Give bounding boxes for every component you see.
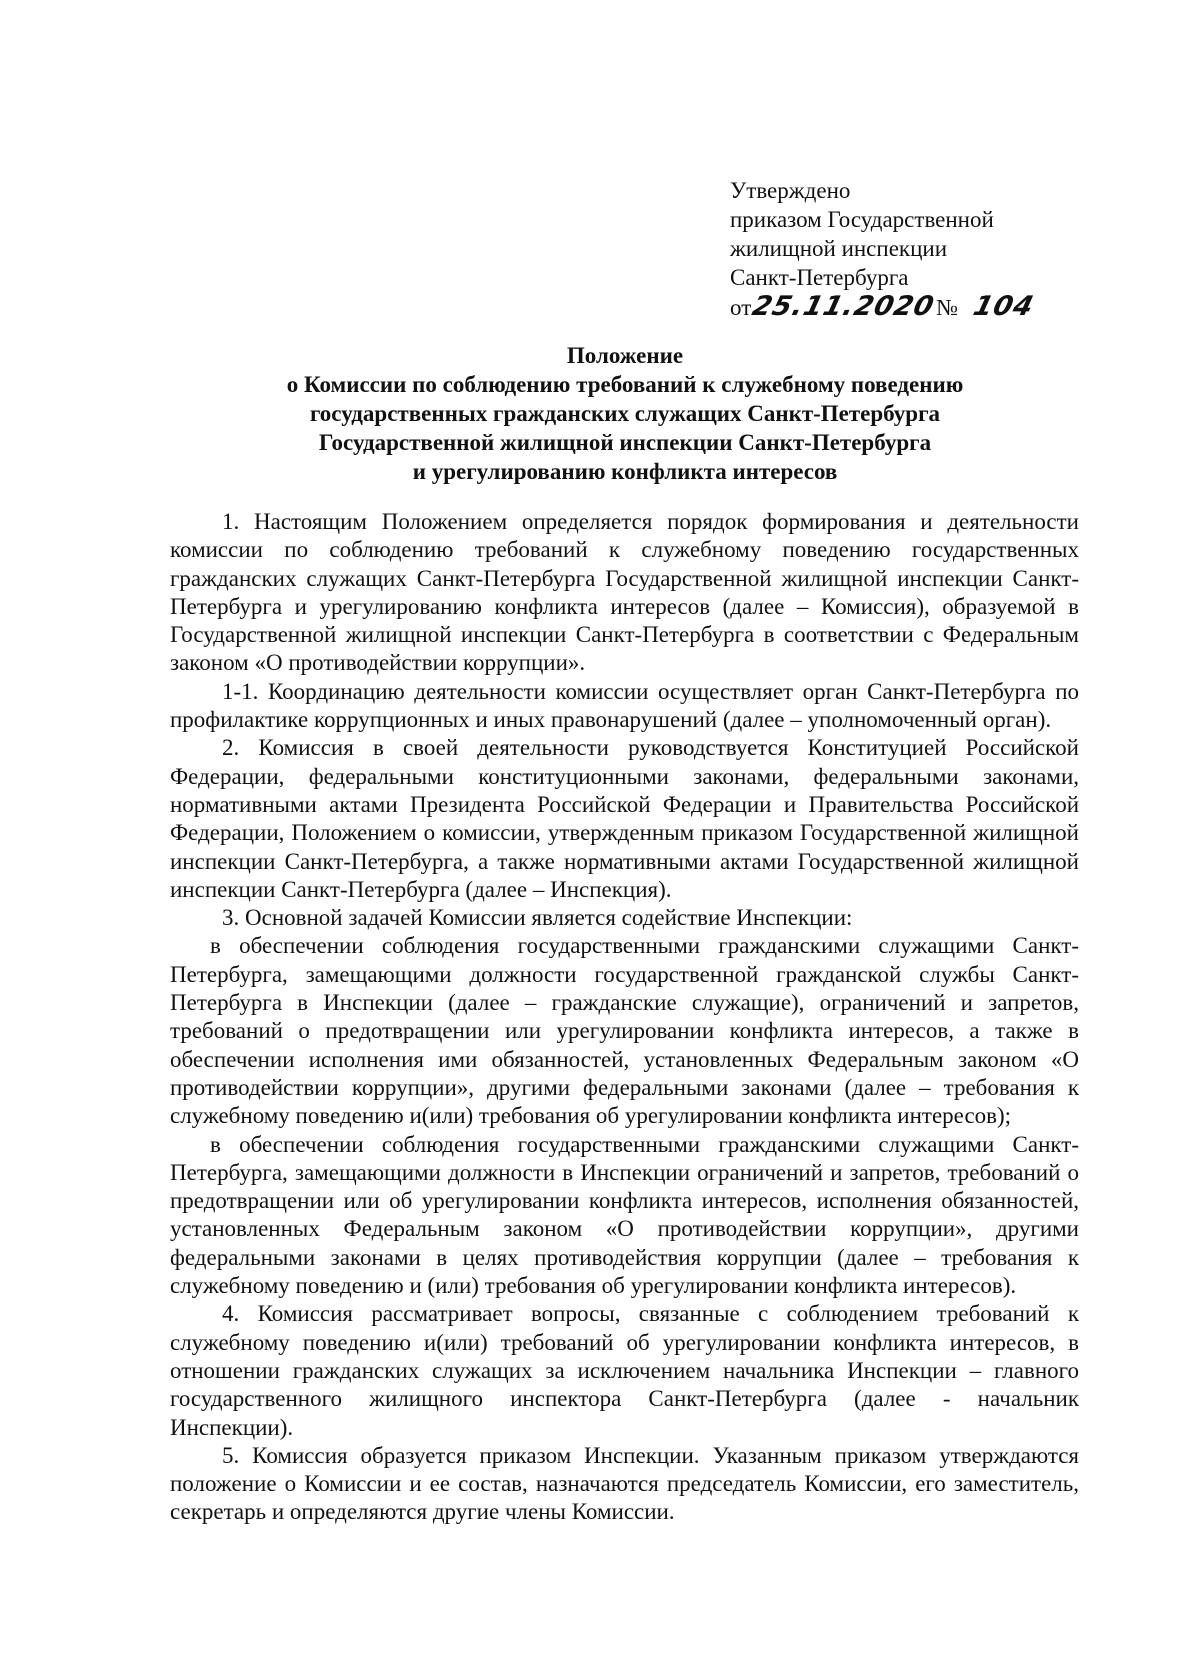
paragraph-3: 3. Основной задачей Комиссии является содействие Инспекции:: [222, 905, 853, 931]
number-sign: №: [936, 295, 959, 320]
paragraph-3-item-a: в обеспечении соблюдения государственными гражданскими служащими Санкт-Петербурга, замещающими должности государственной гражданской службы Санкт-Петербурга в Инспекции (далее – гражданские служащие), ограничений и запретов, требований о предотвращении или урегулировании конфликта интересов, а также в обеспечении исполнения ими обязанностей, установленных Федеральным законом «О противодействии коррупции», другими федеральными законами (далее – требования к служебному поведению и(или) требования об урегулировании конфликта интересов);: [170, 933, 1079, 1129]
approval-stamp-block: [730, 176, 1070, 322]
title-line: и урегулированию конфликта интересов: [412, 459, 838, 484]
title-line: государственных гражданских служащих Санкт-Петербурга: [309, 401, 941, 426]
approval-line: Санкт-Петербурга: [730, 265, 909, 290]
document-body: [170, 508, 1079, 1527]
approval-line: приказом Государственной: [730, 207, 994, 232]
paragraph-5: 5. Комиссия образуется приказом Инспекции. Указанным приказом утверждаются положение о Комиссии и ее состав, назначаются председатель Комиссии, его заместитель, секретарь и определяются другие члены Комиссии.: [170, 1442, 1079, 1525]
document-title: [170, 341, 1080, 486]
date-prefix: от: [730, 295, 752, 320]
paragraph-4: 4. Комиссия рассматривает вопросы, связанные с соблюдением требований к служебному поведению и(или) требований об урегулировании конфликта интересов, в отношении гражданских служащих за исключением начальника Инспекции – главного государственного жилищного инспектора Санкт-Петербурга (далее - начальник Инспекции).: [170, 1301, 1079, 1440]
title-line: Государственной жилищной инспекции Санкт-Петербурга: [318, 430, 932, 455]
handwritten-date: 25.11.2020: [749, 291, 938, 322]
approval-date-number-line: [730, 292, 1070, 322]
paragraph-2: 2. Комиссия в своей деятельности руководствуется Конституцией Российской Федерации, федеральными конституционными законами, федеральными законами, нормативными актами Президента Российской Федерации и Правительства Российской Федерации, Положением о комиссии, утвержденным приказом Государственной жилищной инспекции Санкт-Петербурга, а также нормативными актами Государственной жилищной инспекции Санкт-Петербурга (далее – Инспекция).: [170, 735, 1079, 902]
paragraph-3-item-b: в обеспечении соблюдения государственными гражданскими служащими Санкт-Петербурга, замещающими должности в Инспекции ограничений и запретов, требований о предотвращении или об урегулировании конфликта интересов, исполнения обязанностей, установленных Федеральным законом «О противодействии коррупции», другими федеральными законами в целях противодействия коррупции (далее – требования к служебному поведению и (или) требования об урегулировании конфликта интересов).: [170, 1131, 1079, 1299]
handwritten-number: 104: [970, 291, 1038, 322]
title-line: Положение: [566, 343, 684, 368]
paragraph-1: 1. Настоящим Положением определяется порядок формирования и деятельности комиссии по соблюдению требований к служебному поведению государственных гражданских служащих Санкт-Петербурга Государственной жилищной инспекции Санкт-Петербурга и урегулированию конфликта интересов (далее – Комиссия), образуемой в Государственной жилищной инспекции Санкт-Петербурга в соответствии с Федеральным законом «О противодействии коррупции».: [170, 509, 1079, 676]
approval-line: жилищной инспекции: [730, 236, 948, 261]
title-line: о Комиссии по соблюдению требований к служебному поведению: [286, 372, 964, 397]
paragraph-1-1: 1-1. Координацию деятельности комиссии осуществляет орган Санкт-Петербурга по профилактике коррупционных и иных правонарушений (далее – уполномоченный орган).: [170, 678, 1079, 733]
approval-line: Утверждено: [730, 178, 851, 203]
